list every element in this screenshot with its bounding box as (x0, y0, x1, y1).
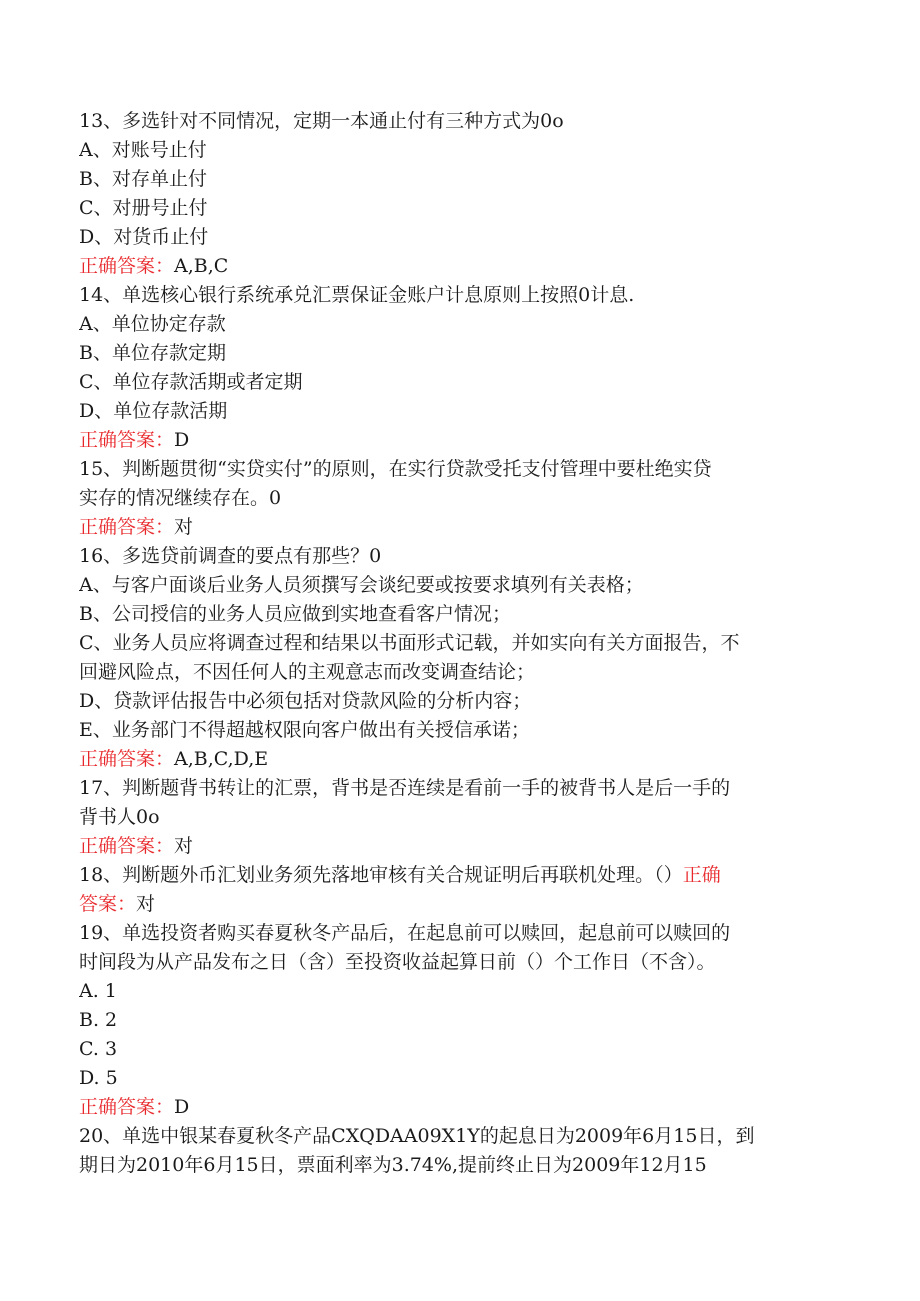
question-stem-text: 18、判断题外币汇划业务须先落地审核有关合规证明后再联机处理。（） (79, 864, 683, 886)
question-16 (79, 542, 829, 774)
option-a: A、对账号止付 (79, 139, 207, 161)
option-d: D. 5 (79, 1067, 118, 1089)
question-stem-continued: 期日为2010年6月15日，票面利率为3.74%,提前终止日为2009年12月15 (79, 1154, 707, 1176)
question-19 (79, 919, 829, 1122)
answer-line (79, 513, 829, 542)
answer-line (79, 252, 829, 281)
question-15 (79, 455, 829, 542)
answer-label: 正确答案： (79, 748, 175, 770)
question-stem: 13、多选针对不同情况，定期一本通止付有三种方式为0o (79, 110, 564, 132)
option-c: C. 3 (79, 1038, 118, 1060)
answer-value: 对 (174, 516, 194, 538)
option-d: D、对货币止付 (79, 226, 209, 248)
question-stem: 14、单选核心银行系统承兑汇票保证金账户计息原则上按照0计息. (79, 284, 635, 306)
option-b: B、单位存款定期 (79, 342, 226, 364)
answer-value: 对 (136, 893, 156, 915)
question-stem-continued: 时间段为从产品发布之日（含）至投资收益起算日前（）个工作日（不含）。 (79, 951, 716, 973)
option-b: B、公司授信的业务人员应做到实地查看客户情况； (79, 603, 511, 625)
question-stem: 16、多选贷前调查的要点有那些？0 (79, 545, 382, 567)
document-page (79, 107, 829, 1180)
answer-label-part1: 正确 (682, 864, 721, 886)
answer-value: A,B,C (174, 255, 229, 277)
answer-label: 正确答案： (79, 255, 175, 277)
option-c: C、单位存款活期或者定期 (79, 371, 303, 393)
option-c-continued: 回避风险点，不因任何人的主观意志而改变调查结论； (79, 661, 536, 683)
question-14 (79, 281, 829, 455)
option-a: A. 1 (79, 980, 117, 1002)
answer-value: D (174, 1096, 190, 1118)
answer-line (79, 1093, 829, 1122)
option-a: A、与客户面谈后业务人员须撰写会谈纪要或按要求填列有关表格； (79, 574, 644, 596)
answer-value: 对 (174, 835, 194, 857)
answer-label: 正确答案： (79, 429, 175, 451)
question-stem: 19、单选投资者购买春夏秋冬产品后，在起息前可以赎回，起息前可以赎回的 (79, 922, 731, 944)
question-stem-continued: 背书人0o (79, 806, 160, 828)
option-b: B、对存单止付 (79, 168, 207, 190)
answer-label: 正确答案： (79, 835, 175, 857)
question-stem: 15、判断题贯彻“实贷实付”的原则，在实行贷款受托支付管理中要杜绝实贷 (79, 458, 712, 480)
option-e: E、业务部门不得超越权限向客户做出有关授信承诺； (79, 719, 530, 741)
option-d: D、单位存款活期 (79, 400, 228, 422)
answer-line (79, 426, 829, 455)
answer-line (79, 832, 829, 861)
option-d: D、贷款评估报告中必须包括对贷款风险的分析内容； (79, 690, 532, 712)
question-stem: 17、判断题背书转让的汇票，背书是否连续是看前一手的被背书人是后一手的 (79, 777, 731, 799)
option-c: C、业务人员应将调查过程和结果以书面形式记载，并如实向有关方面报告，不 (79, 632, 740, 654)
question-13 (79, 107, 829, 281)
option-a: A、单位协定存款 (79, 313, 226, 335)
answer-line (79, 890, 829, 919)
option-c: C、对册号止付 (79, 197, 208, 219)
answer-label: 正确答案： (79, 516, 175, 538)
question-17 (79, 774, 829, 861)
question-20 (79, 1122, 829, 1180)
question-18 (79, 861, 829, 919)
answer-label-part2: 答案： (79, 893, 137, 915)
answer-label: 正确答案： (79, 1096, 175, 1118)
answer-line (79, 745, 829, 774)
answer-value: D (174, 429, 190, 451)
question-stem (79, 861, 829, 890)
answer-value: A,B,C,D,E (174, 748, 269, 770)
question-stem: 20、单选中银某春夏秋冬产品CXQDAA09X1Y的起息日为2009年6月15日，到 (79, 1125, 755, 1147)
question-stem-continued: 实存的情况继续存在。0 (79, 487, 282, 509)
option-b: B. 2 (79, 1009, 118, 1031)
